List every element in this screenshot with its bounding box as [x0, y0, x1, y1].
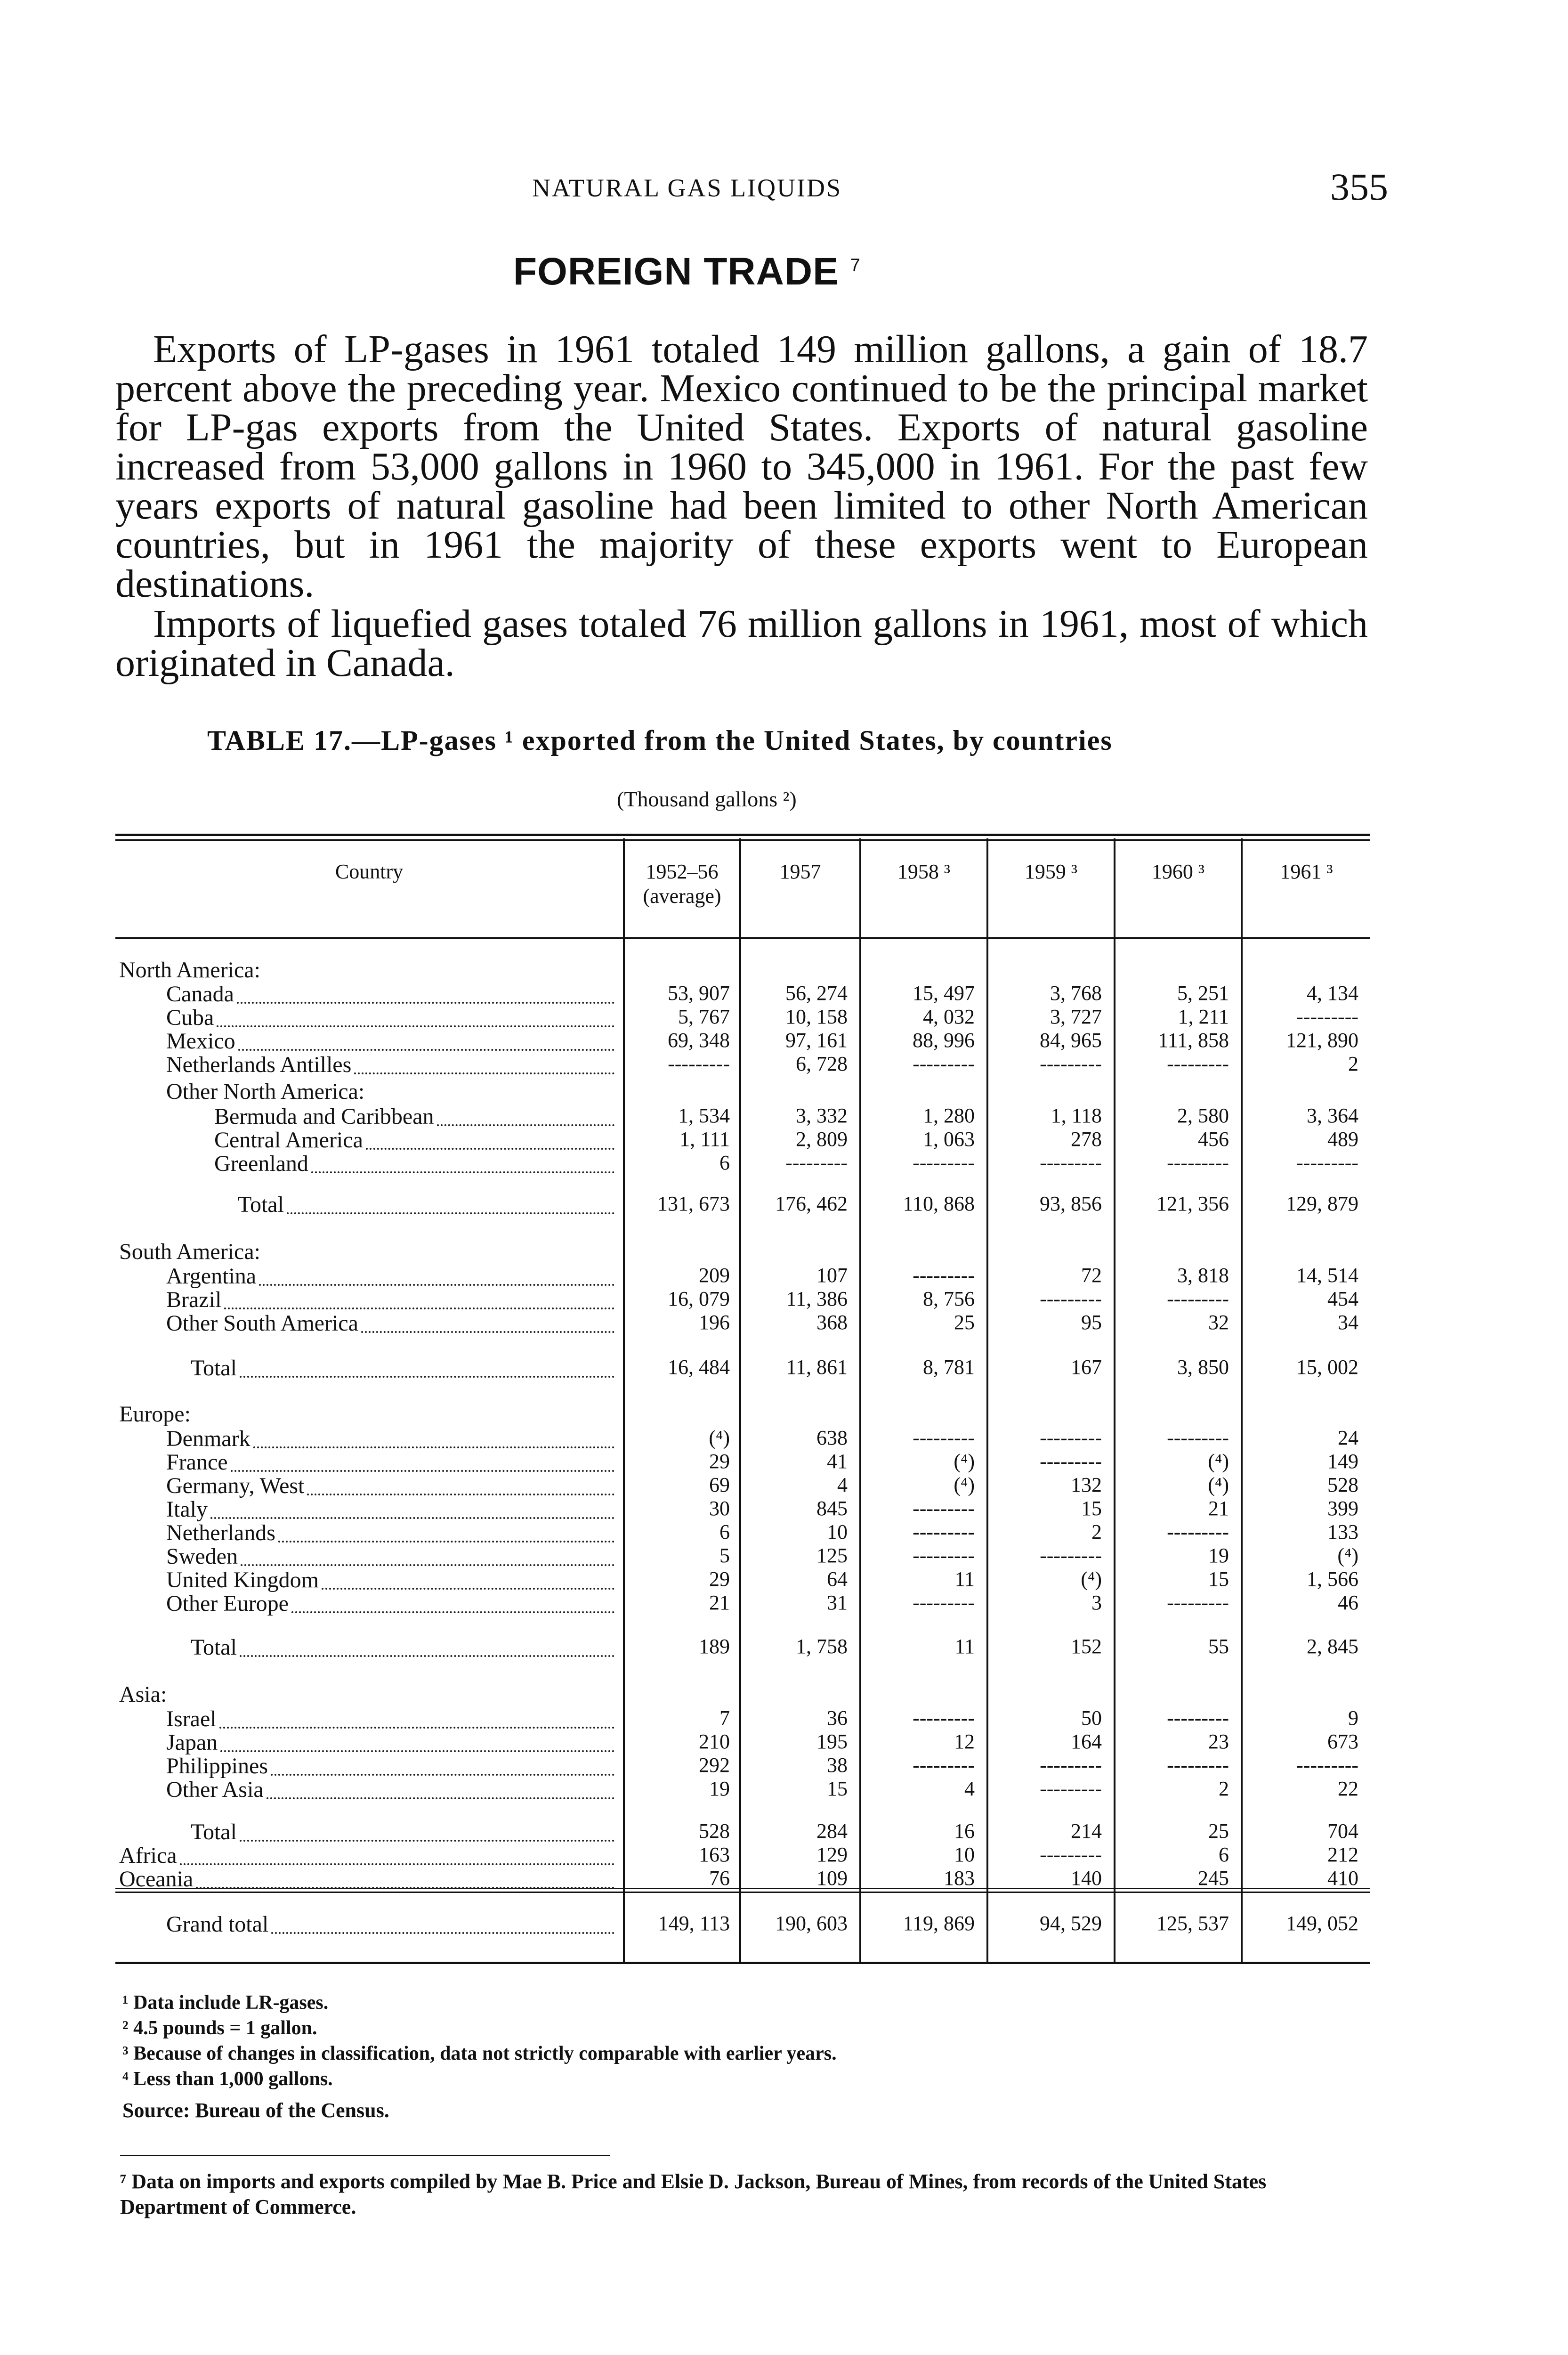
table-cell: --------- — [1040, 1544, 1102, 1567]
table-cell: 3, 850 — [1177, 1356, 1229, 1379]
table-cell: 284 — [816, 1819, 848, 1843]
col-header-country: Country — [335, 860, 404, 883]
table-cell: 163 — [699, 1843, 730, 1866]
table-cell: 15 — [1081, 1497, 1102, 1520]
table-cell: 528 — [699, 1819, 730, 1843]
table-cell: 69 — [709, 1473, 730, 1496]
table-cell: --------- — [1167, 1151, 1229, 1174]
table-cell: 454 — [1327, 1287, 1358, 1310]
note-3: ³ Because of changes in classification, data not strictly comparable with earlier years. — [122, 2043, 837, 2064]
table-cell: 2 — [1219, 1777, 1229, 1800]
table-cell: 22 — [1338, 1777, 1358, 1800]
table-cell: 528 — [1327, 1473, 1358, 1496]
table-cell: 19 — [1208, 1544, 1229, 1567]
table-cell: 111, 858 — [1158, 1029, 1229, 1052]
table-cell: 6 — [1219, 1843, 1229, 1866]
table-cell: --------- — [913, 1426, 975, 1449]
table-cell: 3, 818 — [1177, 1264, 1229, 1287]
table-cell: 167 — [1071, 1356, 1102, 1379]
table-source: Source: Bureau of the Census. — [122, 2099, 389, 2122]
row-leader-dots — [180, 1863, 614, 1865]
table-cell: 4 — [837, 1473, 848, 1496]
table-cell: 131, 673 — [657, 1192, 730, 1215]
paragraph-exports: Exports of LP-gases in 1961 totaled 149 million gallons, a gain of 18.7 percent above the preceding year. Mexico continued to be the principal market for LP-gas exports from the United States. Exports of natural gasoline increased from 53,000 gallons in 1960 to 345,000 in 1961. For the past few years exports of natural gasoline had been limited to other North American countries, but in 1961 the majority of these exports went to European destinations. — [115, 327, 1368, 606]
row-label-central-america: Central America — [214, 1128, 363, 1153]
page-number: 355 — [1330, 165, 1388, 208]
table-cell: 88, 996 — [913, 1029, 975, 1052]
row-label-israel: Israel — [166, 1706, 217, 1731]
table-cell: 5, 767 — [678, 1005, 730, 1028]
table-cell: 16 — [954, 1819, 975, 1843]
row-leader-dots — [196, 1887, 614, 1889]
row-leader-dots — [253, 1446, 614, 1448]
table-cell: 164 — [1071, 1730, 1102, 1753]
table-cell: 119, 869 — [903, 1912, 975, 1935]
header-bottom-rule — [115, 937, 1370, 939]
table-cell: --------- — [1167, 1706, 1229, 1730]
table-cell: 10 — [827, 1520, 848, 1543]
section-title-text: FOREIGN TRADE — [513, 250, 839, 293]
row-label-africa: Africa — [119, 1843, 177, 1868]
col-header-1961: 1961 ³ — [1280, 860, 1333, 883]
row-leader-dots — [240, 1376, 614, 1378]
table-cell: 638 — [816, 1426, 848, 1449]
table-cell: 5 — [719, 1544, 730, 1567]
col-divider — [1114, 838, 1115, 1963]
table-cell: --------- — [913, 1544, 975, 1567]
table-cell: (⁴) — [1208, 1473, 1229, 1496]
table-cell: 673 — [1327, 1730, 1358, 1753]
table-cell: 196 — [699, 1311, 730, 1334]
row-leader-dots — [219, 1727, 614, 1729]
table-cell: --------- — [913, 1151, 975, 1174]
table-cell: 1, 280 — [923, 1104, 975, 1127]
table-cell: 1, 534 — [678, 1104, 730, 1127]
table-cell: 25 — [954, 1311, 975, 1334]
table-cell: 1, 111 — [679, 1128, 730, 1151]
table-cell: 10 — [954, 1843, 975, 1866]
table-top-rule — [115, 834, 1370, 836]
table-cell: 190, 603 — [775, 1912, 848, 1935]
table-cell: --------- — [1167, 1287, 1229, 1310]
table-cell: 6 — [719, 1520, 730, 1543]
table-cell: 29 — [709, 1567, 730, 1591]
row-label-brazil: Brazil — [166, 1287, 222, 1312]
table-cell: 97, 161 — [785, 1029, 848, 1052]
row-leader-dots — [237, 1002, 614, 1004]
table-cell: 125, 537 — [1156, 1912, 1229, 1935]
row-leader-dots — [354, 1072, 614, 1074]
table-cell: 29 — [709, 1450, 730, 1473]
table-cell: --------- — [913, 1520, 975, 1543]
row-leader-dots — [241, 1564, 614, 1566]
table-cell: 21 — [709, 1591, 730, 1614]
table-cell: 132 — [1071, 1473, 1102, 1496]
table-cell: 2 — [1348, 1052, 1358, 1075]
table-cell: 19 — [709, 1777, 730, 1800]
table-cell: 34 — [1338, 1311, 1358, 1334]
col-header-1957: 1957 — [779, 860, 821, 883]
table-cell: 9 — [1348, 1706, 1358, 1730]
table-cell: 15, 497 — [913, 982, 975, 1005]
table-cell: 176, 462 — [775, 1192, 848, 1215]
row-label-japan: Japan — [166, 1730, 218, 1755]
table-cell: 110, 868 — [903, 1192, 975, 1215]
table-cell: 6 — [719, 1151, 730, 1174]
table-cell: 4, 032 — [923, 1005, 975, 1028]
table-cell: 368 — [816, 1311, 848, 1334]
table-cell: 183 — [944, 1867, 975, 1890]
table-cell: 30 — [709, 1497, 730, 1520]
table-cell: 6, 728 — [796, 1052, 848, 1075]
table-cell: --------- — [1167, 1052, 1229, 1075]
table-cell: 3, 727 — [1050, 1005, 1102, 1028]
table-cell: 25 — [1208, 1819, 1229, 1843]
row-leader-dots — [259, 1284, 614, 1286]
table-cell: 32 — [1208, 1311, 1229, 1334]
table-cell: (⁴) — [1208, 1450, 1229, 1473]
region-other-north-america: Other North America: — [166, 1079, 365, 1104]
row-label-bermuda: Bermuda and Caribbean — [214, 1104, 434, 1129]
row-label-uk: United Kingdom — [166, 1567, 319, 1592]
row-label-other-south-america: Other South America — [166, 1311, 358, 1336]
row-label-germany: Germany, West — [166, 1473, 305, 1498]
region-north-america: North America: — [119, 958, 260, 983]
row-leader-dots — [278, 1541, 614, 1543]
table-cell: 152 — [1071, 1635, 1102, 1658]
table-cell: 31 — [827, 1591, 848, 1614]
row-leader-dots — [307, 1494, 614, 1495]
table-cell: 84, 965 — [1040, 1029, 1102, 1052]
note-4: ⁴ Less than 1,000 gallons. — [122, 2068, 333, 2090]
table-cell: 69, 348 — [668, 1029, 730, 1052]
table-cell: 3 — [1091, 1591, 1102, 1614]
table-cell: 15 — [1208, 1567, 1229, 1591]
table-cell: 149 — [1327, 1450, 1358, 1473]
row-leader-dots — [322, 1588, 614, 1590]
table-cell: (⁴) — [954, 1450, 975, 1473]
table-cell: 7 — [719, 1706, 730, 1730]
table-cell: 4 — [964, 1777, 975, 1800]
region-south-america: South America: — [119, 1239, 260, 1264]
table-cell: 64 — [827, 1567, 848, 1591]
row-label-na-total: Total — [238, 1192, 284, 1217]
table-cell: 76 — [709, 1867, 730, 1890]
table-cell: 53, 907 — [668, 982, 730, 1005]
row-leader-dots — [231, 1470, 614, 1472]
row-leader-dots — [217, 1025, 614, 1027]
row-leader-dots — [366, 1148, 614, 1150]
table-cell: 489 — [1327, 1128, 1358, 1151]
table-cell: 2, 845 — [1307, 1635, 1358, 1658]
table-cell: 195 — [816, 1730, 848, 1753]
row-label-asia-total: Total — [191, 1819, 237, 1844]
table-cell: 41 — [827, 1450, 848, 1473]
grand-total-rule-2 — [115, 1892, 1370, 1893]
table-cell: 109 — [816, 1867, 848, 1890]
table-cell: 245 — [1198, 1867, 1229, 1890]
exports-table — [115, 834, 1370, 1969]
table-cell: --------- — [785, 1151, 848, 1174]
table-cell: --------- — [913, 1264, 975, 1287]
row-leader-dots — [224, 1307, 614, 1309]
row-label-grand-total: Grand total — [166, 1912, 269, 1937]
table-cell: 55 — [1208, 1635, 1229, 1658]
table-cell: 1, 566 — [1307, 1567, 1358, 1591]
row-label-netherlands: Netherlands — [166, 1520, 275, 1545]
row-leader-dots — [361, 1331, 614, 1333]
table-cell: 50 — [1081, 1706, 1102, 1730]
table-cell: 2, 580 — [1177, 1104, 1229, 1127]
table-cell: 94, 529 — [1040, 1912, 1102, 1935]
table-cell: --------- — [1040, 1052, 1102, 1075]
note-2: ² 4.5 pounds = 1 gallon. — [122, 2017, 317, 2039]
table-cell: --------- — [1040, 1287, 1102, 1310]
table-cell: 14, 514 — [1296, 1264, 1358, 1287]
page-footnote: ⁷ Data on imports and exports compiled by Mae B. Price and Elsie D. Jackson, Bureau of Mines, from records of the United States Department of Commerce. — [120, 2170, 1267, 2218]
col-divider — [1241, 838, 1243, 1963]
table-top-rule-2 — [115, 839, 1370, 841]
table-cell: --------- — [1296, 1151, 1358, 1174]
table-cell: 149, 113 — [658, 1912, 730, 1935]
table-cell: --------- — [913, 1754, 975, 1777]
running-header: NATURAL GAS LIQUIDS — [532, 174, 842, 202]
col-divider — [859, 838, 861, 1963]
table-cell: 15 — [827, 1777, 848, 1800]
table-cell: 5, 251 — [1177, 982, 1229, 1005]
table-cell: 212 — [1327, 1843, 1358, 1866]
table-cell: 95 — [1081, 1311, 1102, 1334]
table-cell: 121, 356 — [1156, 1192, 1229, 1215]
table-cell: 1, 118 — [1051, 1104, 1102, 1127]
table-cell: 278 — [1071, 1128, 1102, 1151]
row-label-denmark: Denmark — [166, 1426, 251, 1451]
table-cell: 1, 063 — [923, 1128, 975, 1151]
row-label-mexico: Mexico — [166, 1029, 235, 1054]
table-cell: 845 — [816, 1497, 848, 1520]
table-cell: 1, 758 — [796, 1635, 848, 1658]
table-cell: --------- — [1040, 1426, 1102, 1449]
table-cell: 133 — [1327, 1520, 1358, 1543]
row-leader-dots — [311, 1171, 614, 1173]
table-cell: 149, 052 — [1286, 1912, 1358, 1935]
table-cell: (⁴) — [1081, 1567, 1102, 1591]
table-notes — [122, 1990, 837, 2092]
section-title — [513, 250, 861, 294]
table-cell: 399 — [1327, 1497, 1358, 1520]
table-cell: --------- — [913, 1706, 975, 1730]
table-cell: 16, 484 — [668, 1356, 730, 1379]
table-cell: --------- — [913, 1497, 975, 1520]
table-cell: 3, 364 — [1307, 1104, 1358, 1127]
table-cell: 210 — [699, 1730, 730, 1753]
row-label-sweden: Sweden — [166, 1544, 238, 1569]
table-cell: --------- — [668, 1052, 730, 1075]
col-header-1959: 1959 ³ — [1024, 860, 1078, 883]
table-cell: (⁴) — [954, 1473, 975, 1496]
table-cell: 4, 134 — [1307, 982, 1358, 1005]
table-cell: 23 — [1208, 1730, 1229, 1753]
table-cell: 21 — [1208, 1497, 1229, 1520]
row-leader-dots — [271, 1774, 614, 1776]
row-label-other-asia: Other Asia — [166, 1777, 264, 1802]
row-label-italy: Italy — [166, 1497, 208, 1522]
table-cell: --------- — [1040, 1754, 1102, 1777]
paragraph-imports: Imports of liquefied gases totaled 76 million gallons in 1961, most of which originated in Canada. — [115, 602, 1368, 685]
table-cell: --------- — [1167, 1426, 1229, 1449]
table-cell: 209 — [699, 1264, 730, 1287]
table-cell: 56, 274 — [785, 982, 848, 1005]
footnote-rule — [120, 2155, 610, 2156]
row-label-cuba: Cuba — [166, 1005, 214, 1030]
table-cell: 2, 809 — [796, 1128, 848, 1151]
row-leader-dots — [238, 1049, 614, 1051]
table-cell: --------- — [1040, 1450, 1102, 1473]
table-cell: 11, 386 — [786, 1287, 848, 1310]
table-cell: 8, 756 — [923, 1287, 975, 1310]
table-unit: (Thousand gallons ²) — [617, 787, 797, 811]
col-header-1958: 1958 ³ — [897, 860, 951, 883]
table-cell: 16, 079 — [668, 1287, 730, 1310]
table-cell: 72 — [1081, 1264, 1102, 1287]
row-label-greenland: Greenland — [214, 1151, 308, 1176]
table-cell: 10, 158 — [785, 1005, 848, 1028]
table-cell: 12 — [954, 1730, 975, 1753]
table-cell: 121, 890 — [1286, 1029, 1358, 1052]
table-cell: (⁴) — [1337, 1544, 1358, 1567]
table-cell: --------- — [913, 1591, 975, 1614]
row-leader-dots — [210, 1517, 614, 1519]
region-asia: Asia: — [119, 1682, 167, 1707]
col-divider — [986, 838, 988, 1963]
row-label-argentina: Argentina — [166, 1264, 257, 1289]
row-leader-dots — [291, 1611, 614, 1613]
table-cell: --------- — [913, 1052, 975, 1075]
table-cell: --------- — [1167, 1754, 1229, 1777]
col-header-1952-56: 1952–56 (average) — [643, 860, 721, 908]
region-europe: Europe: — [119, 1402, 191, 1427]
table-cell: 410 — [1327, 1867, 1358, 1890]
table-cell: 456 — [1198, 1128, 1229, 1151]
row-leader-dots — [287, 1212, 614, 1214]
table-cell: 24 — [1338, 1426, 1358, 1449]
table-cell: 11 — [954, 1635, 975, 1658]
row-leader-dots — [240, 1655, 614, 1657]
table-cell: 1, 211 — [1178, 1005, 1229, 1028]
table-cell: 46 — [1338, 1591, 1358, 1614]
table-cell: 107 — [816, 1264, 848, 1287]
table-cell: 129 — [816, 1843, 848, 1866]
row-label-oceania: Oceania — [119, 1867, 194, 1892]
row-label-philippines: Philippines — [166, 1754, 268, 1778]
row-leader-dots — [240, 1840, 614, 1842]
table-cell: 140 — [1071, 1867, 1102, 1890]
table-cell: --------- — [1296, 1005, 1358, 1028]
table-cell: --------- — [1167, 1520, 1229, 1543]
table-cell: 93, 856 — [1040, 1192, 1102, 1215]
row-leader-dots — [271, 1932, 614, 1934]
table-cell: 2 — [1091, 1520, 1102, 1543]
table-cell: --------- — [1296, 1754, 1358, 1777]
table-cell: 36 — [827, 1706, 848, 1730]
row-label-eu-total: Total — [191, 1635, 237, 1660]
col-header-1960: 1960 ³ — [1151, 860, 1205, 883]
table-cell: --------- — [1167, 1591, 1229, 1614]
section-footnote-mark: 7 — [850, 255, 861, 276]
table-cell: 3, 768 — [1050, 982, 1102, 1005]
row-leader-dots — [220, 1750, 614, 1752]
row-label-netherlands-antilles: Netherlands Antilles — [166, 1052, 352, 1077]
table-cell: 11, 861 — [786, 1356, 848, 1379]
note-1: ¹ Data include LR-gases. — [122, 1992, 329, 2014]
table-cell: 38 — [827, 1754, 848, 1777]
table-title: TABLE 17.—LP-gases ¹ exported from the United States, by countries — [207, 725, 1113, 756]
table-cell: 214 — [1071, 1819, 1102, 1843]
table-cell: 3, 332 — [796, 1104, 848, 1127]
table-cell: 15, 002 — [1296, 1356, 1358, 1379]
row-label-canada: Canada — [166, 982, 234, 1007]
row-leader-dots — [437, 1124, 614, 1126]
row-label-other-europe: Other Europe — [166, 1591, 289, 1616]
row-leader-dots — [267, 1797, 614, 1799]
table-bottom-rule — [115, 1962, 1370, 1964]
table-cell: --------- — [1040, 1843, 1102, 1866]
table-cell: 129, 879 — [1286, 1192, 1358, 1215]
row-label-france: France — [166, 1450, 228, 1475]
table-cell: 189 — [699, 1635, 730, 1658]
table-cell: --------- — [1040, 1151, 1102, 1174]
table-cell: 704 — [1327, 1819, 1358, 1843]
table-cell: --------- — [1040, 1777, 1102, 1800]
table-cell: (⁴) — [709, 1426, 730, 1449]
table-cell: 125 — [816, 1544, 848, 1567]
table-cell: 8, 781 — [923, 1356, 975, 1379]
row-label-sa-total: Total — [191, 1356, 237, 1381]
table-cell: 11 — [954, 1567, 975, 1591]
table-cell: 292 — [699, 1754, 730, 1777]
